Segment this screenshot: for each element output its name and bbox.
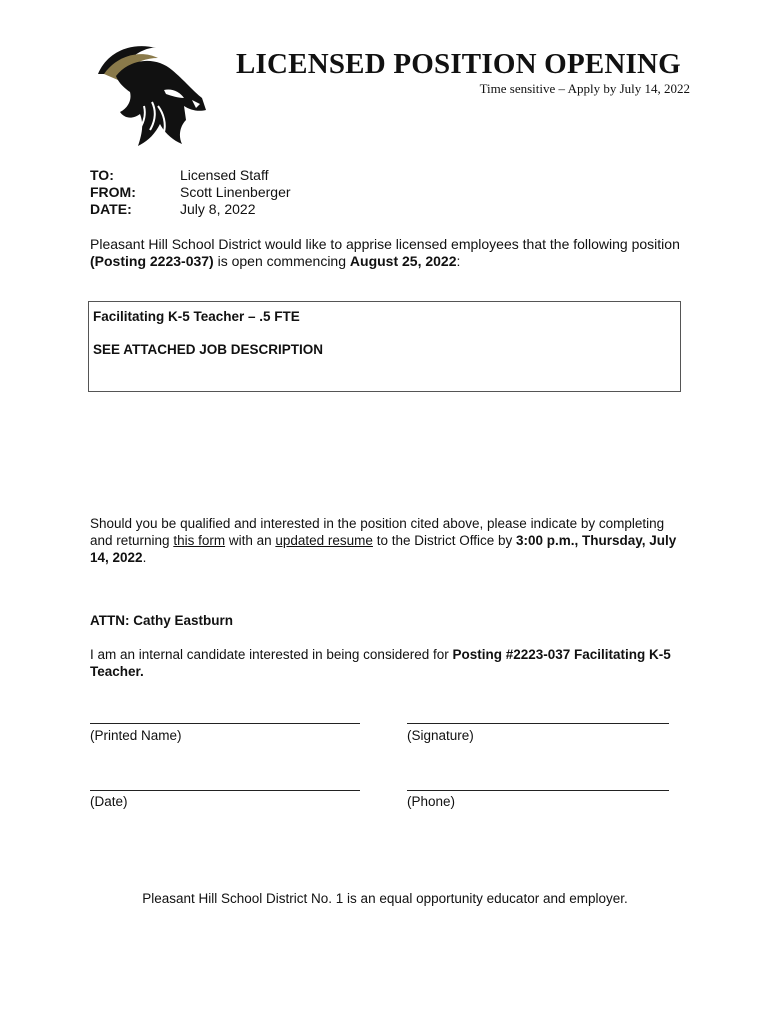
page-title: LICENSED POSITION OPENING xyxy=(236,48,681,80)
memo-date-value: July 8, 2022 xyxy=(180,201,256,217)
this-form-link[interactable]: this form xyxy=(173,533,226,548)
position-title: Facilitating K-5 Teacher – .5 FTE xyxy=(93,309,300,324)
instructions-text-3: to the District Office by xyxy=(372,533,516,548)
date-label: (Date) xyxy=(90,794,128,809)
attention-line: ATTN: Cathy Eastburn xyxy=(90,613,234,628)
posting-number: (Posting 2223-037) xyxy=(90,253,214,269)
memo-date-label: DATE: xyxy=(90,201,132,217)
date-line[interactable] xyxy=(90,790,360,791)
signature-label: (Signature) xyxy=(407,728,474,743)
position-box xyxy=(88,301,681,392)
signature-line[interactable] xyxy=(407,723,669,724)
memo-date-row xyxy=(90,201,291,218)
goat-head-icon xyxy=(94,40,214,150)
memo-to-label: TO: xyxy=(90,167,114,183)
memo-from-label: FROM: xyxy=(90,184,136,200)
start-date: August 25, 2022 xyxy=(349,253,457,269)
phone-label: (Phone) xyxy=(407,794,456,809)
memo-header xyxy=(90,167,291,218)
memo-to-row xyxy=(90,167,291,184)
application-instructions xyxy=(90,515,690,566)
printed-name-line[interactable] xyxy=(90,723,360,724)
memo-to-value: Licensed Staff xyxy=(180,167,269,183)
instructions-text-2: with an xyxy=(225,533,276,548)
printed-name-label: (Printed Name) xyxy=(90,728,182,743)
phone-line[interactable] xyxy=(407,790,669,791)
candidate-posting: Posting #2223-037 Facilitating K-5 Teacher. xyxy=(90,647,671,679)
intro-text: Pleasant Hill School District would like to apprise licensed employees that the following position xyxy=(90,236,680,252)
page-subtitle: Time sensitive – Apply by July 14, 2022 xyxy=(479,81,690,96)
memo-from-value: Scott Linenberger xyxy=(180,184,291,200)
intro-text-2: is open commencing xyxy=(213,253,350,269)
job-description-note: SEE ATTACHED JOB DESCRIPTION xyxy=(93,342,324,357)
candidate-statement xyxy=(90,646,690,680)
intro-colon: : xyxy=(456,253,461,269)
memo-from-row xyxy=(90,184,291,201)
instructions-period: . xyxy=(142,550,147,565)
instructions-text: Should you be qualified and interested in the position cited above, please indicate by completing and returning xyxy=(90,516,665,548)
deadline: 3:00 p.m., Thursday, July 14, 2022 xyxy=(90,533,677,565)
candidate-text: I am an internal candidate interested in being considered for xyxy=(90,647,453,662)
updated-resume-link[interactable]: updated resume xyxy=(275,533,373,548)
equal-opportunity-statement: Pleasant Hill School District No. 1 is an equal opportunity educator and employer. xyxy=(142,891,628,906)
intro-paragraph xyxy=(90,236,690,270)
